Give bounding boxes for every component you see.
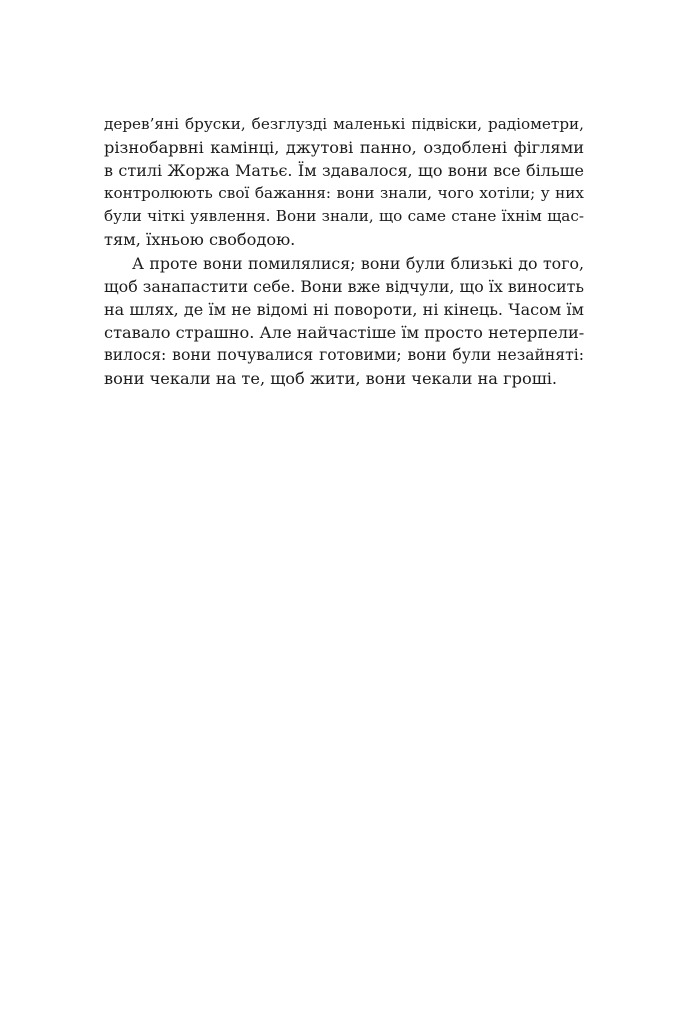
text-line: А проте вони помилялися; вони були близькі до того,	[132, 253, 584, 273]
text-line: вони чекали на те, щоб жити, вони чекали на гроші.	[104, 369, 558, 389]
text-line: дерев’яні бруски, безглузді маленькі підвіски, радіометри,	[104, 115, 584, 133]
paragraph-1	[104, 113, 584, 252]
body-text	[104, 113, 584, 390]
text-line: контролюють свої бажання: вони знали, чого хотіли; у них	[104, 184, 584, 203]
text-line: в стилі Жоржа Матьє. Їм здавалося, що вони все більше	[104, 161, 584, 181]
text-line: на шлях, де їм не відомі ні повороти, ні кінець. Часом їм	[104, 299, 584, 319]
text-line: різнобарвні камінці, джутові панно, оздоблені фіглями	[104, 138, 584, 158]
paragraph-2	[104, 252, 584, 391]
text-line: вилося: вони почувалися готовими; вони були незайняті:	[104, 345, 584, 364]
text-line: ставало страшно. Але найчастіше їм просто нетерпели-	[104, 322, 585, 342]
text-line: щоб занапастити себе. Вони вже відчули, що їх виносить	[104, 276, 584, 296]
text-line: були чіткі уявлення. Вони знали, що саме стане їхнім щас-	[104, 207, 584, 226]
text-line: тям, їхньою свободою.	[104, 230, 296, 250]
